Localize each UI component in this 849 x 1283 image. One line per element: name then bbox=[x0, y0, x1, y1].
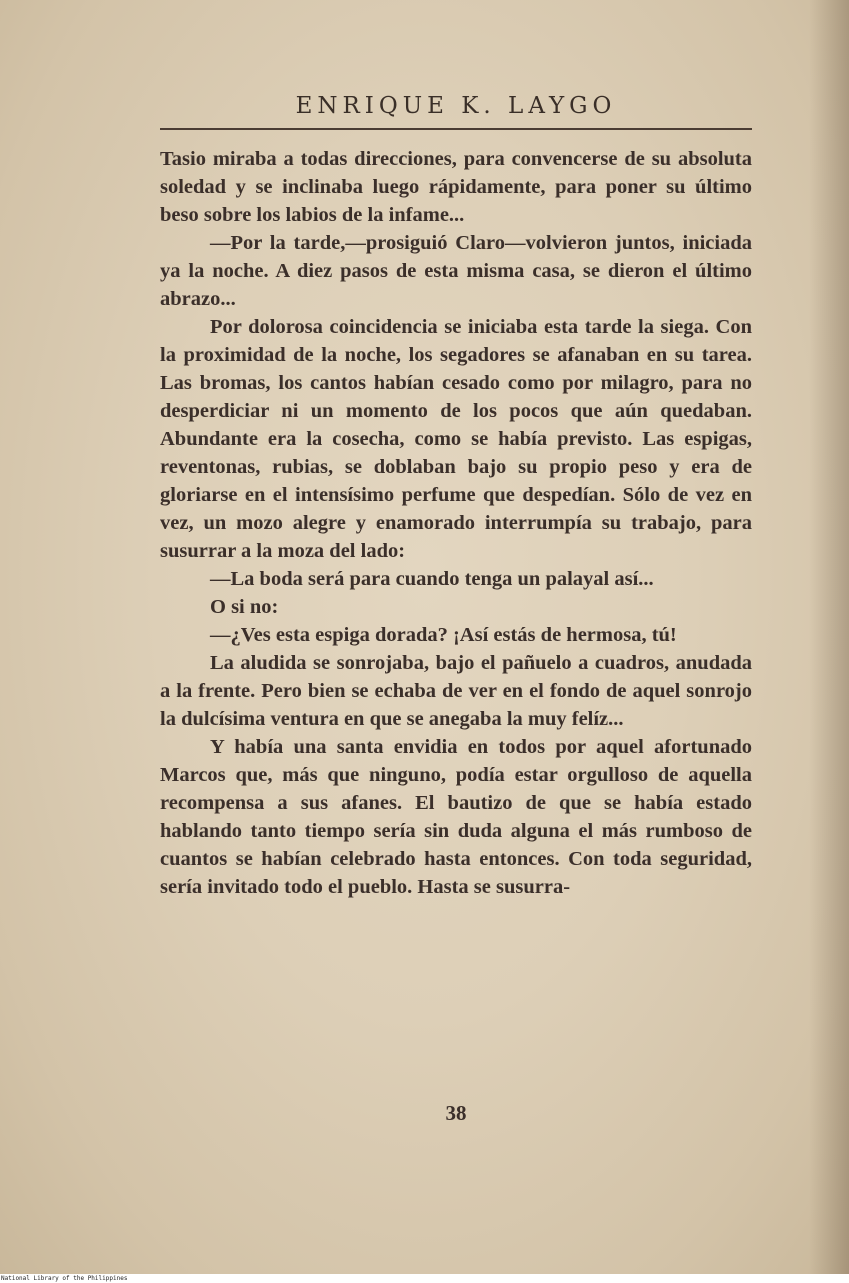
paragraph-7: La aludida se sonrojaba, bajo el pañuelo a cuadros, anudada a la frente. Pero bien se echaba de ver en el fondo de aquel sonrojo la dulcísima ventura en que se anegaba la muy felíz... bbox=[160, 652, 752, 730]
paragraph-2: —Por la tarde,—prosiguió Claro—volvieron juntos, iniciada ya la noche. A diez pasos de esta misma casa, se dieron el último abrazo... bbox=[160, 232, 752, 310]
paragraph-3: Por dolorosa coincidencia se iniciaba esta tarde la siega. Con la proximidad de la noche, los segadores se afanaban en su tarea. Las bromas, los cantos habían cesado como por milagro, para no desperdiciar ni un momento de los pocos que aún quedaban. Abundante era la cosecha, como se había previsto. Las espigas, reventonas, rubias, se doblaban bajo su propio peso y era de gloriarse en el intensísimo perfume que despedían. Sólo de vez en vez, un mozo alegre y enamorado interrumpía su trabajo, para susurrar a la moza del lado: bbox=[160, 316, 752, 562]
header-rule bbox=[160, 128, 752, 130]
paragraph-4: —La boda será para cuando tenga un palayal así... bbox=[210, 568, 654, 590]
scan-credit: National Library of the Philippines bbox=[1, 1275, 128, 1282]
page-number: 38 bbox=[445, 1101, 467, 1125]
paragraph-8: Y había una santa envidia en todos por aquel afortunado Marcos que, más que ninguno, podía estar orgulloso de aquella recompensa a sus afanes. El bautizo de que se había estado hablando tanto tiempo sería sin duda alguna el más rumboso de cuantos se habían celebrado hasta entonces. Con toda seguridad, sería invitado todo el pueblo. Hasta se susurra- bbox=[160, 736, 752, 898]
paragraph-1: Tasio miraba a todas direcciones, para convencerse de su absoluta soledad y se inclinaba luego rápidamente, para poner su último beso sobre los labios de la infame... bbox=[160, 148, 752, 226]
body-text bbox=[160, 145, 752, 901]
paragraph-6: —¿Ves esta espiga dorada? ¡Así estás de hermosa, tú! bbox=[210, 624, 677, 646]
running-head: ENRIQUE K. LAYGO bbox=[295, 93, 617, 119]
paragraph-5: O si no: bbox=[210, 596, 279, 618]
